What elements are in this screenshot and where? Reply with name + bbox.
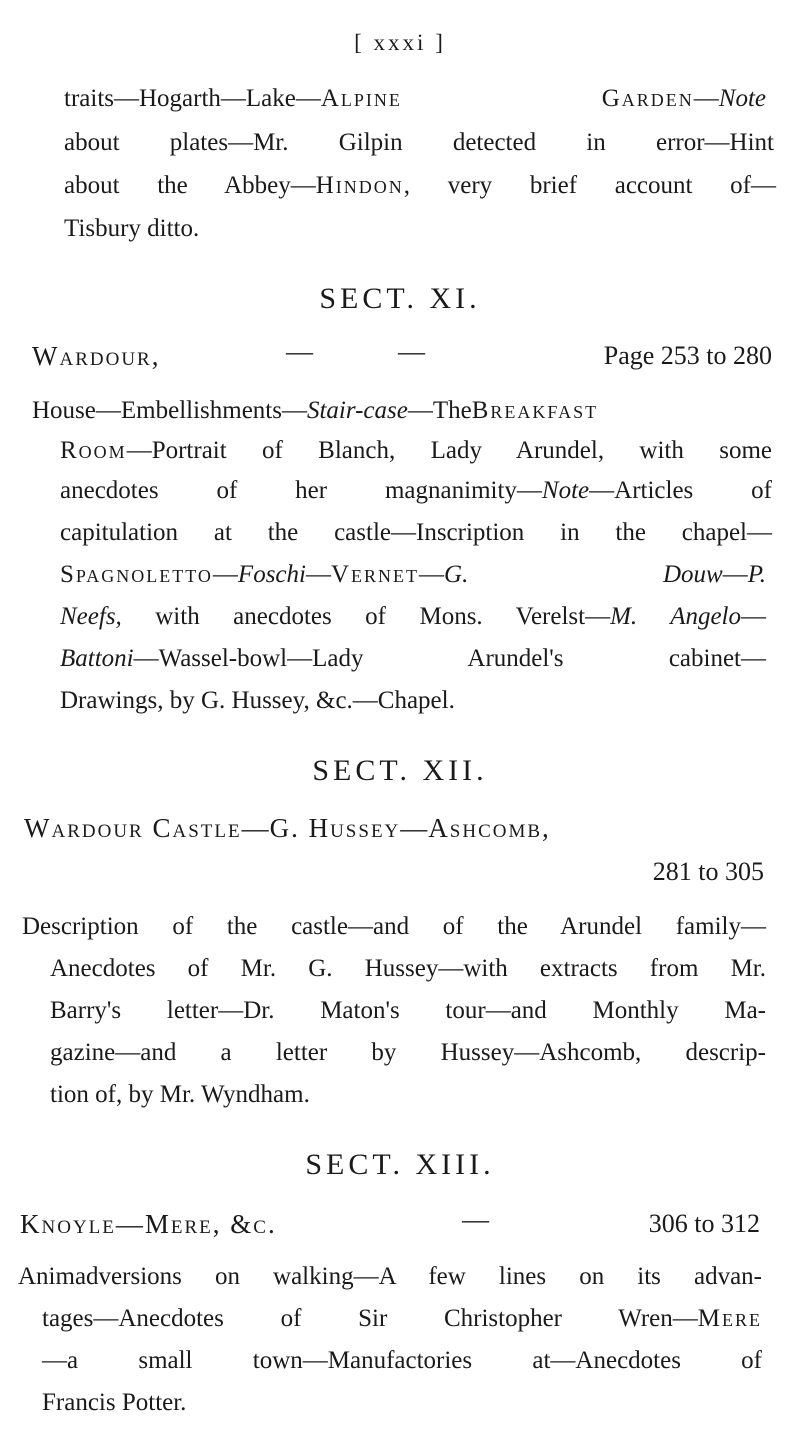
section-xi-line-5: Spagnoletto—Foschi—Vernet—G. Douw—P.	[60, 561, 766, 588]
section-xiii-line-3: —a small town—Manufactories at—Anecdotes of	[42, 1347, 762, 1374]
section-xi-dash-1: —	[286, 336, 313, 366]
section-xi-line-3: anecdotes of her magnanimity—Note—Articles of	[60, 477, 772, 504]
section-xiii-line-4: Francis Potter.	[42, 1389, 187, 1416]
page-number: [ xxxi ]	[354, 30, 446, 55]
section-xi-line-6: Neefs, with anecdotes of Mons. Verelst—M. Angelo—	[60, 603, 767, 630]
section-heading-xiii: SECT. XIII.	[305, 1148, 495, 1181]
continuation-line-2: about plates—Mr. Gilpin detected in error—Hint	[64, 129, 774, 156]
section-heading-xii: SECT. XII.	[312, 754, 488, 787]
section-xiii-dash: —	[462, 1204, 489, 1234]
section-xi-line-7: Battoni—Wassel-bowl—Lady Arundel's cabinet—	[60, 645, 766, 672]
section-xiii-line-2: tages—Anecdotes of Sir Christopher Wren—Mere	[42, 1305, 762, 1332]
section-xiii-line-1: Animadversions on walking—A few lines on its advan-	[18, 1263, 762, 1290]
section-xii-line-3: Barry's letter—Dr. Maton's tour—and Monthly Ma-	[50, 997, 766, 1024]
section-xii-line-4: gazine—and a letter by Hussey—Ashcomb, descrip-	[50, 1039, 766, 1066]
continuation-line-1: traits—Hogarth—Lake—Alpine Garden—Note	[64, 85, 766, 112]
section-xiii-pages: 306 to 312	[648, 1209, 760, 1238]
continuation-line-3: about the Abbey—Hindon, very brief account of—	[64, 172, 776, 199]
continuation-line-4: Tisbury ditto.	[64, 215, 200, 242]
section-xii-line-1: Description of the castle—and of the Arundel family—	[22, 913, 766, 940]
section-xiii-title: Knoyle—Mere, &c.	[20, 1209, 277, 1239]
section-xii-line-2: Anecdotes of Mr. G. Hussey—with extracts from Mr.	[50, 955, 766, 982]
section-xi-pages: Page 253 to 280	[603, 341, 772, 370]
section-heading-xi: SECT. XI.	[319, 282, 481, 315]
section-xii-pages: 281 to 305	[652, 857, 764, 886]
section-xi-line-8: Drawings, by G. Hussey, &c.—Chapel.	[60, 687, 455, 714]
section-xi-dash-2: —	[398, 336, 425, 366]
section-xi-line-4: capitulation at the castle—Inscription in the chapel—	[60, 519, 772, 546]
section-xii-title: Wardour Castle—G. Hussey—Ashcomb,	[24, 813, 551, 843]
section-xi-line-1: House—Embellishments—Stair-case—TheBreakfast	[32, 397, 599, 424]
section-xii-line-5: tion of, by Mr. Wyndham.	[50, 1081, 310, 1108]
section-xi-title: Wardour,	[32, 341, 161, 371]
section-xi-line-2: Room—Portrait of Blanch, Lady Arundel, with some	[60, 437, 772, 464]
